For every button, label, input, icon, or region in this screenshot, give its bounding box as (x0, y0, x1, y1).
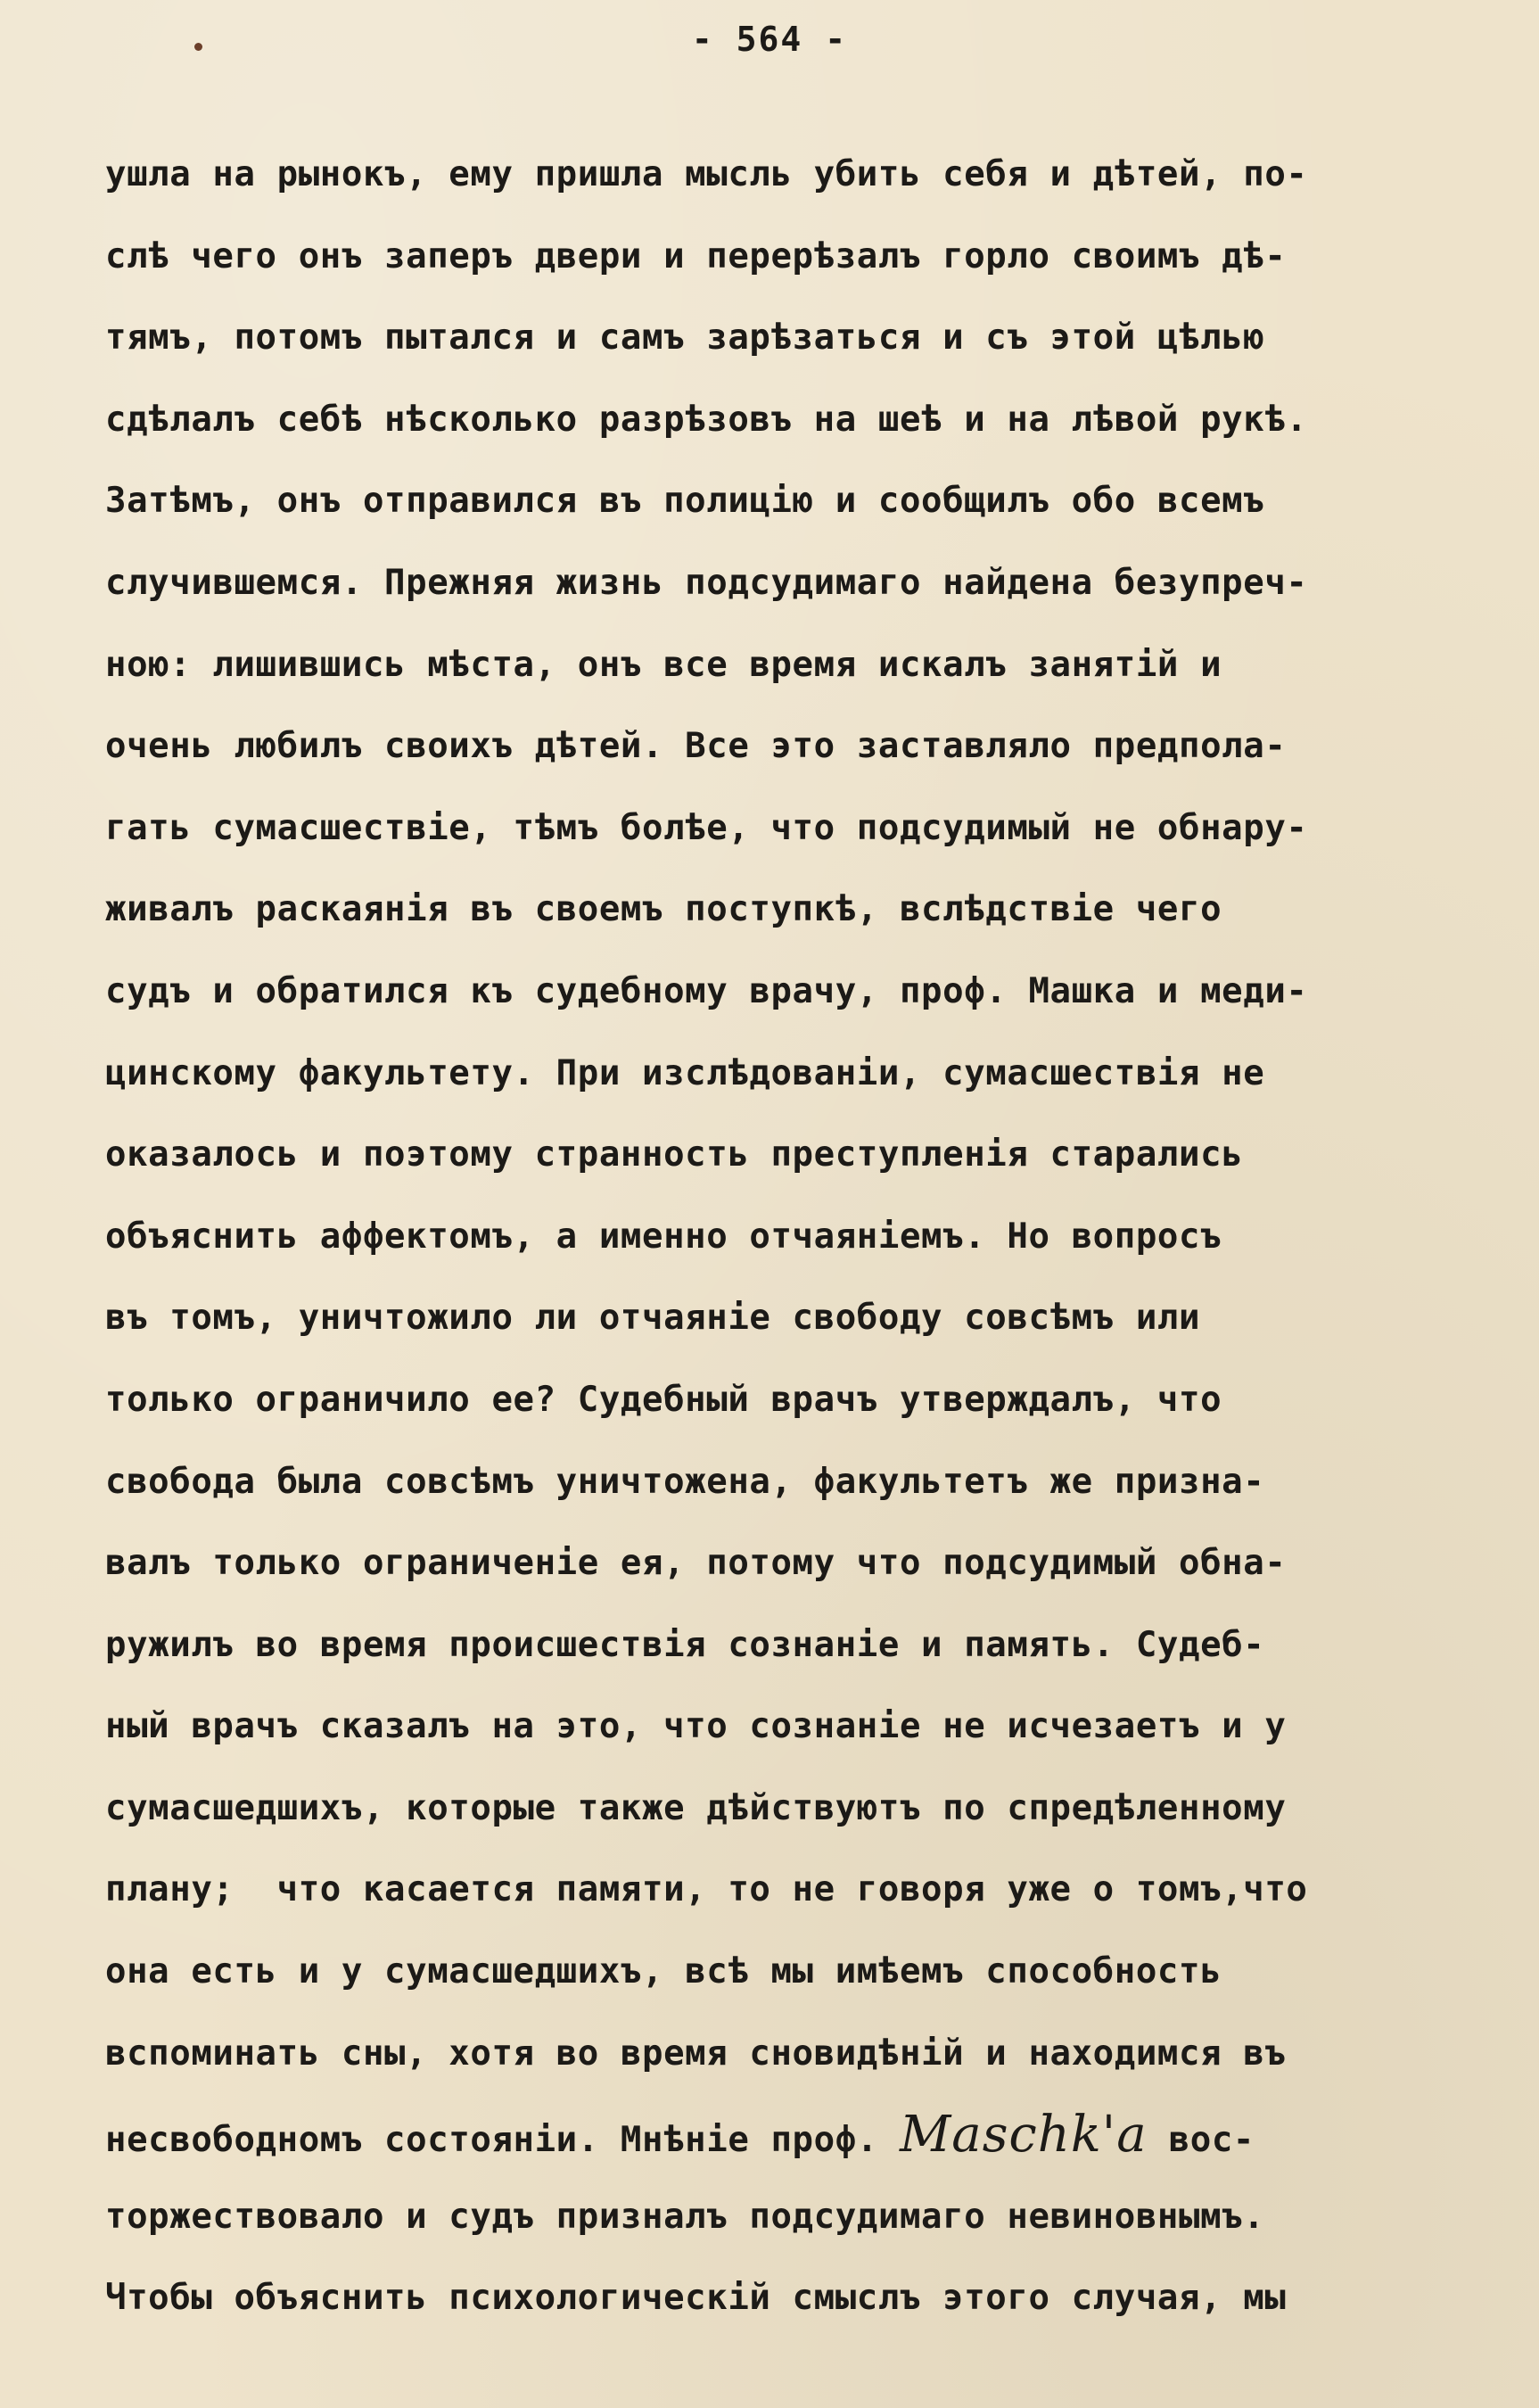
text-line-20: ный врачъ сказалъ на это, что сознаніе не исчезаетъ и у (105, 1706, 1287, 1747)
text-line-12: цинскому факультету. При изслѣдованіи, сумасшествія не (105, 1052, 1265, 1093)
text-line-27: Чтобы объяснить психологическій смыслъ этого случая, мы (105, 2278, 1287, 2319)
text-line-22: плану; что касается памяти, то не говоря уже о томъ,что (105, 1869, 1308, 1910)
text-line-18: валъ только ограниченіе ея, потому что подсудимый обна- (105, 1543, 1287, 1584)
text-line-19: ружилъ во время происшествія сознаніе и память. Судеб- (105, 1624, 1265, 1665)
text-line-23: она есть и у сумасшедшихъ, всѣ мы имѣемъ способность (105, 1951, 1222, 1992)
text-line-26: торжествовало и судъ призналъ подсудимаго невиновнымъ. (105, 2196, 1265, 2237)
text-line-17: свобода была совсѣмъ уничтожена, факультетъ же призна- (105, 1461, 1265, 1502)
text-line-14: объяснить аффектомъ, а именно отчаяніемъ. Но вопросъ (105, 1216, 1222, 1257)
text-line-13: оказалось и поэтому странность преступленія старались (105, 1134, 1244, 1175)
text-line-2: слѣ чего онъ заперъ двери и перерѣзалъ горло своимъ дѣ- (105, 235, 1287, 276)
text-line-16: только ограничило ее? Судебный врачъ утверждалъ, что (105, 1379, 1222, 1420)
text-line-10: живалъ раскаянія въ своемъ поступкѣ, вслѣдствіе чего (105, 889, 1222, 930)
text-line-11: судъ и обратился къ судебному врачу, проф. Машка и меди- (105, 970, 1308, 1011)
text-line-15: въ томъ, уничтожило ли отчаяніе свободу совсѣмъ или (105, 1298, 1201, 1339)
text-line-9: гать сумасшествіе, тѣмъ болѣе, что подсудимый не обнару- (105, 807, 1308, 848)
page-number: - 564 - (691, 20, 848, 59)
text-line-25-start: несвободномъ состояніи. Мнѣніе проф. (105, 2120, 900, 2161)
text-line-1: ушла на рынокъ, ему пришла мысль убить себя и дѣтей, по- (105, 154, 1308, 194)
handwritten-name: Maschk'a (899, 2106, 1148, 2165)
text-line-25 (105, 2094, 1496, 2176)
text-line-6: случившемся. Прежняя жизнь подсудимаго найдена безупреч- (105, 562, 1308, 603)
text-line-3: тямъ, потомъ пытался и самъ зарѣзаться и съ этой цѣлью (105, 317, 1265, 359)
text-line-24: вспоминать сны, хотя во время сновидѣній и находимся въ (105, 2033, 1287, 2074)
text-line-7: ною: лишившись мѣста, онъ все время искалъ занятій и (105, 644, 1222, 685)
text-line-5: Затѣмъ, онъ отправился въ полицію и сообщилъ обо всемъ (105, 481, 1265, 522)
text-line-21: сумасшедшихъ, которые также дѣйствуютъ по спредѣленному (105, 1787, 1287, 1828)
text-line-8: очень любилъ своихъ дѣтей. Все это заставляло предпола- (105, 726, 1287, 767)
body-text (105, 134, 1496, 2339)
text-line-25-end: вос- (1147, 2120, 1255, 2161)
text-line-4: сдѣлалъ себѣ нѣсколько разрѣзовъ на шеѣ и на лѣвой рукѣ. (105, 399, 1308, 440)
